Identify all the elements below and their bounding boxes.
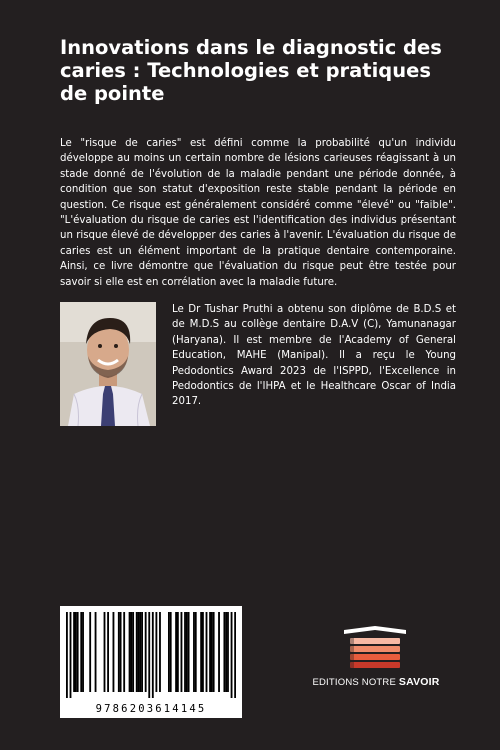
barcode-bar (77, 612, 79, 692)
barcode-bar (145, 612, 147, 692)
barcode-bar (148, 612, 150, 698)
barcode-bar (75, 612, 77, 692)
barcode-bar (168, 612, 170, 692)
barcode-bar (170, 612, 172, 692)
barcode-bar (152, 612, 154, 698)
barcode-bar (231, 612, 233, 698)
barcode-bars (66, 612, 236, 698)
barcode-bar (188, 612, 190, 692)
barcode-bar (155, 612, 157, 692)
barcode-bar (80, 612, 82, 692)
barcode-bar (141, 612, 143, 692)
barcode-bar (202, 612, 204, 692)
barcode-bar (139, 612, 141, 692)
barcode-bar (138, 612, 140, 692)
barcode-bar (200, 612, 202, 692)
barcode-bar (181, 612, 183, 692)
barcode-bar (184, 612, 186, 692)
book-title: Innovations dans le diagnostic des caries : Technologies et pratiques de pointe (60, 36, 442, 105)
barcode-bar (120, 612, 122, 692)
barcode-bar (206, 612, 208, 692)
isbn-barcode (60, 606, 242, 718)
barcode-bar (225, 612, 227, 692)
barcode-bar (193, 612, 195, 692)
barcode-bar (129, 612, 131, 692)
barcode-bar (104, 612, 106, 692)
barcode-bar (132, 612, 134, 692)
author-photo (60, 302, 156, 426)
barcode-bar (66, 612, 68, 698)
barcode-bar (186, 612, 188, 692)
publisher-name-prefix: EDITIONS NOTRE (312, 677, 399, 688)
barcode-bar (209, 612, 211, 692)
stacked-books-icon (320, 626, 430, 676)
barcode-bar (218, 612, 220, 692)
barcode-bar (89, 612, 91, 692)
barcode-bar (136, 612, 138, 692)
barcode-bar (118, 612, 120, 692)
barcode-bar (177, 612, 179, 692)
barcode-bar (213, 612, 215, 692)
publisher-name-bold: SAVOIR (398, 676, 440, 688)
barcode-bar (107, 612, 109, 692)
barcode-bar (227, 612, 229, 692)
barcode-bar (175, 612, 177, 692)
barcode-bar (123, 612, 125, 692)
author-bio: Le Dr Tushar Pruthi a obtenu son diplôme de B.D.S et de M.D.S au collège dentaire D.A.V (C), Yamunanagar (Haryana). Il est membre de l'Academy of General Education, MAHE (Manipal). Il a reçu le Young Pedodontics Award 2023 de l'ISPPD, l'Excellence in Pedodontics de l'IHPA et le Healthcare Oscar of India 2017. (172, 304, 456, 408)
book-blurb: Le "risque de caries" est défini comme la probabilité qu'un individu développe au moins un certain nombre de lésions carieuses réagissant à un stade donné de l'évolution de la maladie pendant une période donnée, à condition que son statut d'exposition reste stable pendant la période en question. Ce risque est généralement considéré comme "élevé" ou "faible". "L'évaluation du risque de caries est l'identification des individus présentant un risque élevé de développer des caries à l'avenir. L'évaluation du risque de caries est un élément important de la pratique dentaire contemporaine. Ainsi, ce livre démontre que l'évaluation du risque peut être testée pour savoir si elle est en corrélation avec la maladie future. (60, 138, 456, 288)
barcode-bar (73, 612, 75, 692)
barcode-bar (223, 612, 225, 692)
barcode-bar (82, 612, 84, 692)
isbn-number: 9786203614145 (95, 703, 207, 715)
barcode-bar (130, 612, 132, 692)
barcode-bar (159, 612, 161, 692)
barcode-bar (95, 612, 97, 692)
publisher-name (296, 676, 456, 688)
barcode-bar (113, 612, 115, 692)
barcode-bar (70, 612, 72, 698)
barcode-bar (195, 612, 197, 692)
barcode-bar (234, 612, 236, 698)
barcode-bar (211, 612, 213, 692)
